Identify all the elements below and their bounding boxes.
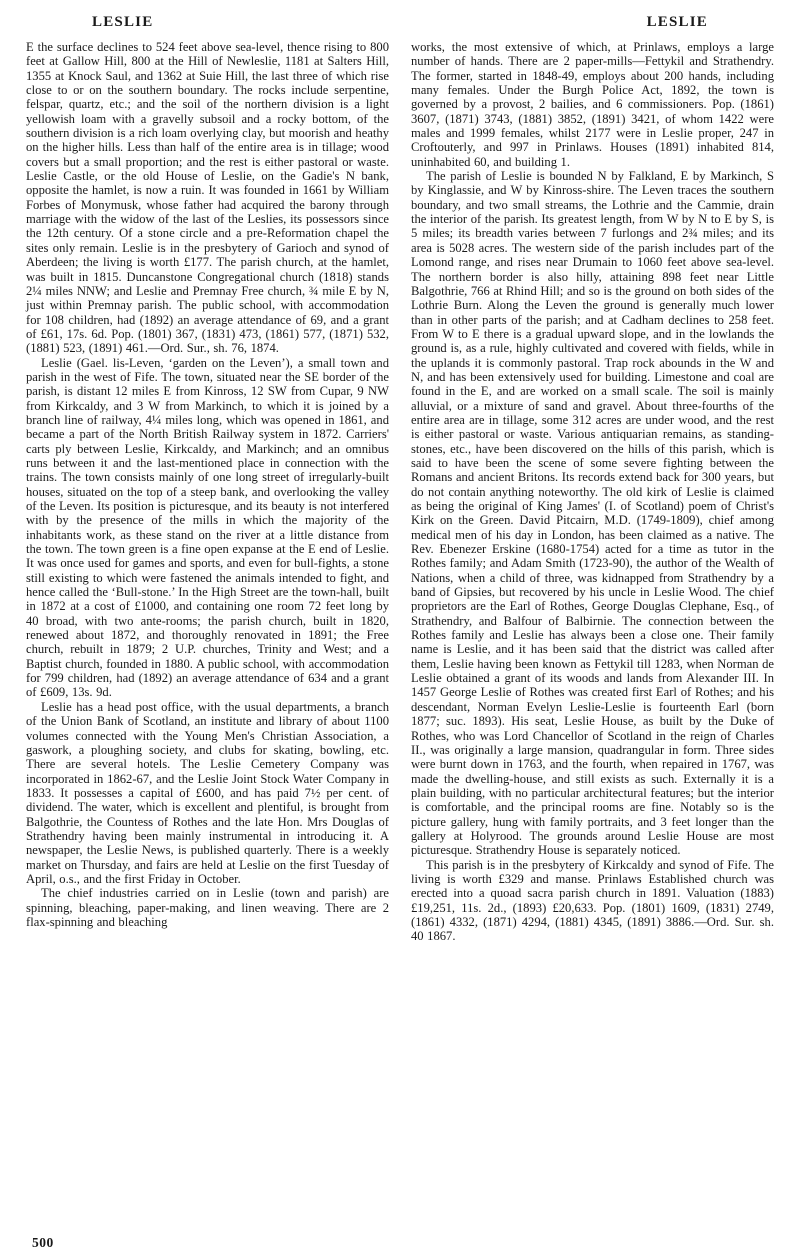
- running-head-right: LESLIE: [646, 14, 708, 30]
- paragraph: Leslie has a head post office, with the usual departments, a branch of the Union Bank of Scotland, an institute and library of about 1100 volumes connected with the Young Men's Christian Association, a gaswork, a ploughing society, and clubs for skating, bowling, etc. There are several hotels. The Leslie Cemetery Company was incorporated in 1862-67, and the Leslie Joint Stock Water Company in 1833. It possesses a capital of £600, and has paid 7½ per cent. of dividend. The water, which is excellent and plentiful, is brought from Balgothrie, the Countess of Rothes and the late Hon. Mrs Douglas of Strathendry having been mainly instrumental in introducing it. A newspaper, the Leslie News, is published quarterly. There is a weekly market on Thursday, and fairs are held at Leslie on the first Tuesday of April, o.s., and the first Friday in October.: [26, 699, 389, 886]
- paragraph: Leslie (Gael. lis-Leven, ‘garden on the Leven’), a small town and parish in the west of Fife. The town, situated near the SE border of the parish, is distant 12 miles E from Kinross, 12 SW from Cupar, 9 NW from Kirkcaldy, and 3 W from Markinch, to which it is joined by a branch line of railway, 4¼ miles long, which was opened in 1861, and became a part of the North British Railway system in 1872. Carriers' carts ply between Leslie, Kirkcaldy, and Markinch; and an omnibus runs between it and the last-mentioned place in connection with the trains. The town consists mainly of one long street of irregularly-built houses, situated on the top of a steep bank, and overlooking the valley of the Leven. Its position is picturesque, and its beauty is not interfered with by the presence of the mills in which the majority of the inhabitants work, as these stand on the river at a little distance from the town. The town green is a fine open expanse at the E end of Leslie. It was once used for games and sports, and even for bull-fights, a stone still existing to which were fastened the animals intended to fight, and hence called the ‘Bull-stone.’ In the High Street are the town-hall, built in 1872 at a cost of £1000, and containing one room 72 feet long by 40 broad, with two ante-rooms; the parish church, built in 1820, renewed about 1872, and thoroughly renovated in 1891; the Free church, rebuilt in 1879; 2 U.P. churches, Trinity and West; and a Baptist church, founded in 1880. A public school, with accommodation for 799 children, had (1892) an average attendance of 634 and a grant of £609, 13s. 9d.: [26, 355, 389, 700]
- paragraph: works, the most extensive of which, at Prinlaws, employs a large number of hands. There are 2 paper-mills—Fettykil and Strathendry. The former, started in 1848-49, employs about 200 hands, including many females. Under the Burgh Police Act, 1892, the town is governed by a provost, 2 bailies, and 6 commissioners. Pop. (1861) 3607, (1871) 3743, (1881) 3852, (1891) 3421, of whom 1422 were males and 1999 females, whilst 2177 were in Leslie proper, 247 in Croftouterly, and 997 in Prinlaws. Houses (1891) inhabited 814, uninhabited 60, and building 1.: [411, 40, 774, 169]
- paragraph: The parish of Leslie is bounded N by Falkland, E by Markinch, S by Kinglassie, and W by Kinross-shire. The Leven traces the southern boundary, and two small streams, the Lothrie and the Cammie, drain the interior of the parish. Its greatest length, from W by N to E by S, is 5 miles; its breadth varies between 7 furlongs and 2¾ miles; and its area is 5028 acres. The western side of the parish includes part of the Lomond range, and rises near Drumain to 1060 feet above sea-level. The northern border is also hilly, attaining 898 feet near Little Balgothrie, 766 at Rhind Hill; and so is the ground on both sides of the Lothrie Burn. Along the Leven the ground is generally much lower than in other parts of the parish; and at Cadham declines to 258 feet. From W to E there is a gradual upward slope, and in the lowlands the ground is, as a rule, highly cultivated and covered with fields, while in the uplands it is commonly pastoral. Trap rock abounds in the W and N, and has been extensively used for building. Limestone and coal are found in the E, and are worked on a small scale. The soil is mainly alluvial, or a mixture of sand and gravel. About three-fourths of the entire area are in tillage, some 312 acres are under wood, and the rest is either pastoral or waste. Various antiquarian remains, as standing-stones, etc., have been discovered on the hills of this parish, which is said to have been the scene of some severe fighting between the Romans and ancient Britons. Its records extend back for 300 years, but do not contain anything noteworthy. The old kirk of Leslie is claimed as being the original of King James' (I. of Scotland) poem of Christ's Kirk on the Green. David Pitcairn, M.D. (1749-1809), chief among medical men of his day in London, has been claimed as a native. The Rev. Ebenezer Erskine (1680-1754) acted for a time as tutor in the Rothes family; and Adam Smith (1723-90), the author of the Wealth of Nations, when a child of three, was kidnapped from Strathendry by a band of Gipsies, but recovered by his uncle in Leslie Wood. The chief proprietors are the Earl of Rothes, George Douglas Clephane, Esq., of Strathendry, and Balfour of Balbirnie. The connection between the Rothes family and Leslie has always been a close one. Their family name is Leslie, and it has been said that the district was called after them, Leslie having been known as Fettykil till 1283, when Norman de Leslie obtained a grant of its woods and lands from Alexander III. In 1457 George Leslie of Rothes was created first Earl of Rothes; and his descendant, Norman Evelyn Leslie-Leslie is fourteenth Earl (born 1877; suc. 1893). His seat, Leslie House, as built by the Duke of Rothes, who was Lord Chancellor of Scotland in the reign of Charles II., was originally a large mansion, quadrangular in form. Three sides were burnt down in 1763, and the fourth, when repaired in 1767, was made the dwelling-house, and still exists as such. Externally it is a plain building, with no particular architectural features; but the interior is comfortable, and the principal rooms are fine. Notably so is the picture gallery, hung with family portraits, and 3 feet longer than the gallery at Holyrood. The grounds around Leslie House are most picturesque. Strathendry House is separately noticed.: [411, 169, 774, 858]
- page-headers: [26, 14, 774, 31]
- page-number: 500: [32, 1235, 54, 1250]
- text-columns: [26, 40, 774, 944]
- paragraph: This parish is in the presbytery of Kirkcaldy and synod of Fife. The living is worth £329 and manse. Prinlaws Established church was erected into a quoad sacra parish church in 1891. Valuation (1883) £19,251, 11s. 2d., (1893) £20,633. Pop. (1801) 1609, (1831) 2749, (1861) 4332, (1871) 4294, (1881) 4345, (1891) 3886.—Ord. Sur. sh. 40 1867.: [411, 857, 774, 944]
- left-column: [26, 40, 389, 929]
- paragraph: E the surface declines to 524 feet above sea-level, thence rising to 800 feet at Gallow Hill, 800 at the Hill of Newleslie, 1181 at Salters Hill, 1355 at Knock Saul, and 1362 at Suie Hill, the last three of which rise close to or on the southern boundary. The rocks include serpentine, felspar, quartz, etc.; and the soil of the northern division is a light yellowish loam with a gravelly subsoil and a rocky bottom, of the southern division is a rich loam overlying clay, but moorish and heathy on the higher hills. Less than half of the entire area is in tillage; wood covers but a small proportion; and the rest is either pastoral or waste. Leslie Castle, or the old House of Leslie, on the Gadie's N bank, opposite the hamlet, is now a ruin. It was founded in 1661 by William Forbes of Monymusk, whose father had acquired the barony through marriage with the widow of the last of the Leslies, its possessors since the 12th century. Of a stone circle and a pre-Reformation chapel the sites only remain. Leslie is in the presbytery of Garioch and synod of Aberdeen; the living is worth £177. The parish church, at the hamlet, was built in 1815. Duncanstone Congregational church (1818) stands 2¼ miles NNW; and Leslie and Premnay Free church, ¾ mile E by N, just within Premnay parish. The public school, with accommodation for 108 children, had (1892) an average attendance of 69, and a grant of £61, 17s. 6d. Pop. (1801) 367, (1831) 473, (1861) 577, (1871) 532, (1881) 523, (1891) 461.—Ord. Sur., sh. 76, 1874.: [26, 40, 389, 356]
- running-head-left: LESLIE: [92, 14, 154, 30]
- paragraph: The chief industries carried on in Leslie (town and parish) are spinning, bleaching, paper-making, and linen weaving. There are 2 flax-spinning and bleaching: [26, 886, 389, 929]
- right-column: [411, 40, 774, 944]
